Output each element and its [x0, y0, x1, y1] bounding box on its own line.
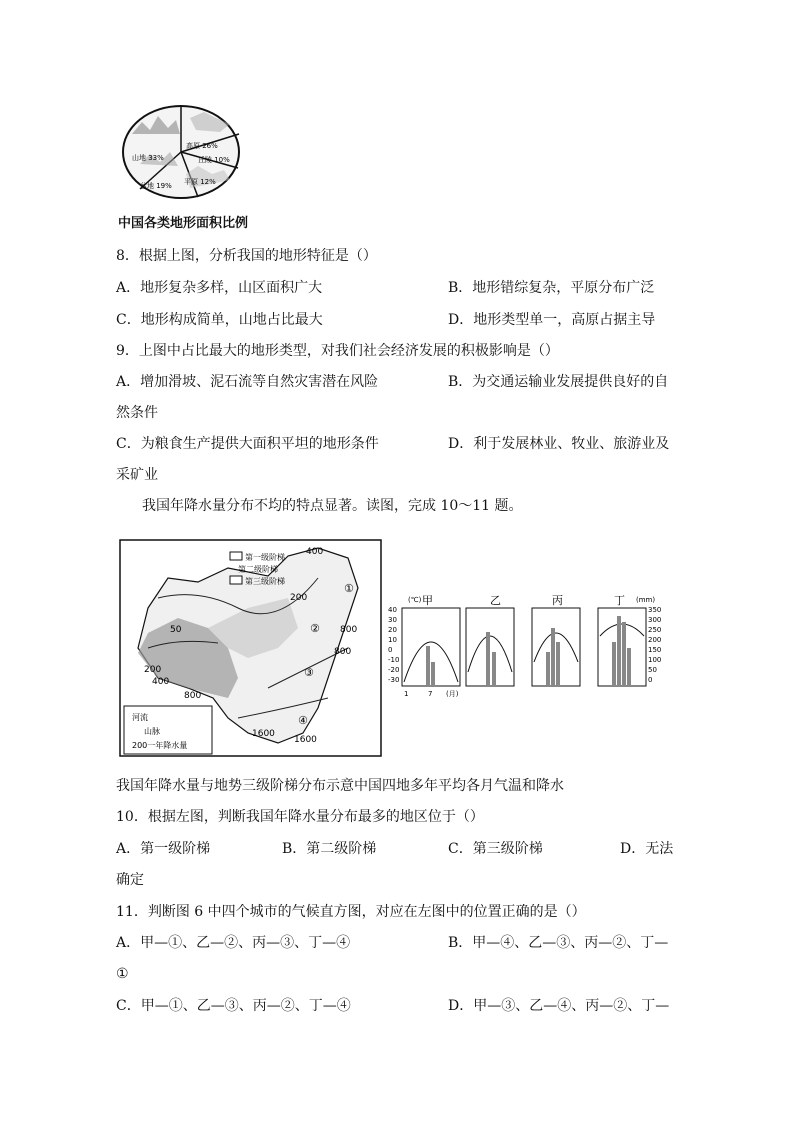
yright-0: 0 — [648, 676, 653, 684]
legend-step-3: 第三级阶梯 — [245, 577, 285, 586]
q11-option-b-cont: ① — [116, 966, 129, 982]
q8-option-c[interactable]: C．地形构成简单，山地占比最大 — [116, 312, 323, 328]
xtick-7: 7 — [428, 690, 433, 698]
yleft-0: 0 — [388, 646, 393, 654]
unit-left: (℃) — [408, 596, 422, 604]
legend-river: 河流 — [132, 713, 148, 722]
precipitation-map — [118, 538, 383, 758]
yright-150: 150 — [648, 646, 662, 654]
yleft-20: 20 — [388, 626, 397, 634]
isoline-200-b: 200 — [144, 665, 162, 675]
yright-50: 50 — [648, 666, 657, 674]
marker-2: ② — [310, 622, 320, 635]
q11-option-c[interactable]: C．甲—①、乙—③、丙—②、丁—④ — [116, 998, 351, 1014]
yleft-10: 10 — [388, 636, 397, 644]
yright-300: 300 — [648, 616, 662, 624]
q10-stem: 10．根据左图，判断我国年降水量分布最多的地区位于（） — [116, 809, 484, 825]
legend-step-2: 第二级阶梯 — [238, 565, 278, 574]
yleft-m20: -20 — [388, 666, 400, 674]
yleft-m30: -30 — [388, 676, 400, 684]
q8-option-b[interactable]: B．地形错综复杂，平原分布广泛 — [448, 280, 655, 296]
legend-mountain: 山脉 — [144, 727, 160, 736]
panel-bing: 丙 — [552, 594, 563, 607]
isoline-800-a: 800 — [184, 691, 202, 701]
q9-stem: 9．上图中占比最大的地形类型，对我们社会经济发展的积极影响是（） — [116, 343, 559, 359]
q9-option-c[interactable]: C．为粮食生产提供大面积平坦的地形条件 — [116, 436, 379, 452]
q9-option-d-cont: 采矿业 — [116, 467, 158, 483]
isoline-200-a: 200 — [290, 593, 308, 603]
yright-350: 350 — [648, 606, 662, 614]
q10-option-d-cont: 确定 — [116, 872, 144, 888]
pie-label-mountain: 山地 33% — [132, 154, 164, 162]
pie-label-hills: 丘陵 10% — [198, 156, 230, 164]
isoline-400-a: 400 — [306, 547, 324, 557]
climate-charts — [386, 592, 666, 704]
legend-isoline: 200一年降水量 — [132, 741, 188, 750]
q9-option-b-cont: 然条件 — [116, 405, 158, 421]
q11-option-d[interactable]: D．甲—③、乙—④、丙—②、丁— — [448, 998, 670, 1014]
yright-200: 200 — [648, 636, 662, 644]
q8-option-d[interactable]: D．地形类型单一，高原占据主导 — [448, 312, 656, 328]
panel-ding: 丁 — [614, 594, 625, 607]
marker-3: ③ — [304, 666, 314, 679]
q11-option-a[interactable]: A．甲—①、乙—②、丙—③、丁—④ — [116, 935, 351, 951]
panel-jia: 甲 — [422, 594, 433, 607]
isoline-800-c: 800 — [334, 647, 352, 657]
q9-option-b[interactable]: B．为交通运输业发展提供良好的自 — [448, 374, 669, 390]
q10-option-d[interactable]: D．无法 — [620, 841, 674, 857]
marker-4: ④ — [298, 714, 308, 727]
xtick-1: 1 — [404, 690, 409, 698]
figure1-caption: 中国各类地形面积比例 — [118, 216, 249, 231]
q10-option-a[interactable]: A．第一级阶梯 — [116, 841, 211, 857]
isoline-50: 50 — [170, 625, 182, 635]
figure2-caption: 我国年降水量与地势三级阶梯分布示意中国四地多年平均各月气温和降水 — [116, 778, 564, 794]
yleft-40: 40 — [388, 606, 397, 614]
q8-stem: 8．根据上图，分析我国的地形特征是（） — [116, 248, 377, 264]
pie-label-plain: 平原 12% — [184, 178, 216, 186]
yleft-m10: -10 — [388, 656, 400, 664]
terrain-pie-figure — [120, 104, 245, 204]
isoline-1600-b: 1600 — [294, 735, 317, 745]
yright-100: 100 — [648, 656, 662, 664]
intro-text: 我国年降水量分布不均的特点显著。读图，完成 10～11 题。 — [142, 498, 523, 514]
yleft-30: 30 — [388, 616, 397, 624]
q8-option-a[interactable]: A．地形复杂多样，山区面积广大 — [116, 280, 323, 296]
q11-option-b[interactable]: B．甲—④、乙—③、丙—②、丁— — [448, 935, 669, 951]
xtick-month: (月) — [446, 690, 459, 698]
unit-right: (mm) — [636, 596, 656, 604]
q9-option-a[interactable]: A．增加滑坡、泥石流等自然灾害潜在风险 — [116, 374, 379, 390]
q11-stem: 11．判断图 6 中四个城市的气候直方图，对应在左图中的位置正确的是（） — [116, 904, 586, 920]
q9-option-d[interactable]: D．利于发展林业、牧业、旅游业及 — [448, 436, 670, 452]
yright-250: 250 — [648, 626, 662, 634]
q10-option-c[interactable]: C．第三级阶梯 — [448, 841, 543, 857]
q10-option-b[interactable]: B．第二级阶梯 — [282, 841, 377, 857]
marker-1: ① — [344, 582, 354, 595]
legend-step-1: 第一级阶梯 — [245, 553, 285, 562]
panel-yi: 乙 — [490, 594, 501, 607]
isoline-1600-a: 1600 — [252, 729, 275, 739]
isoline-400-b: 400 — [152, 677, 170, 687]
isoline-800-b: 800 — [340, 625, 358, 635]
pie-label-plateau: 高原 26% — [186, 142, 218, 150]
pie-label-basin: 盆地 19% — [140, 182, 172, 190]
